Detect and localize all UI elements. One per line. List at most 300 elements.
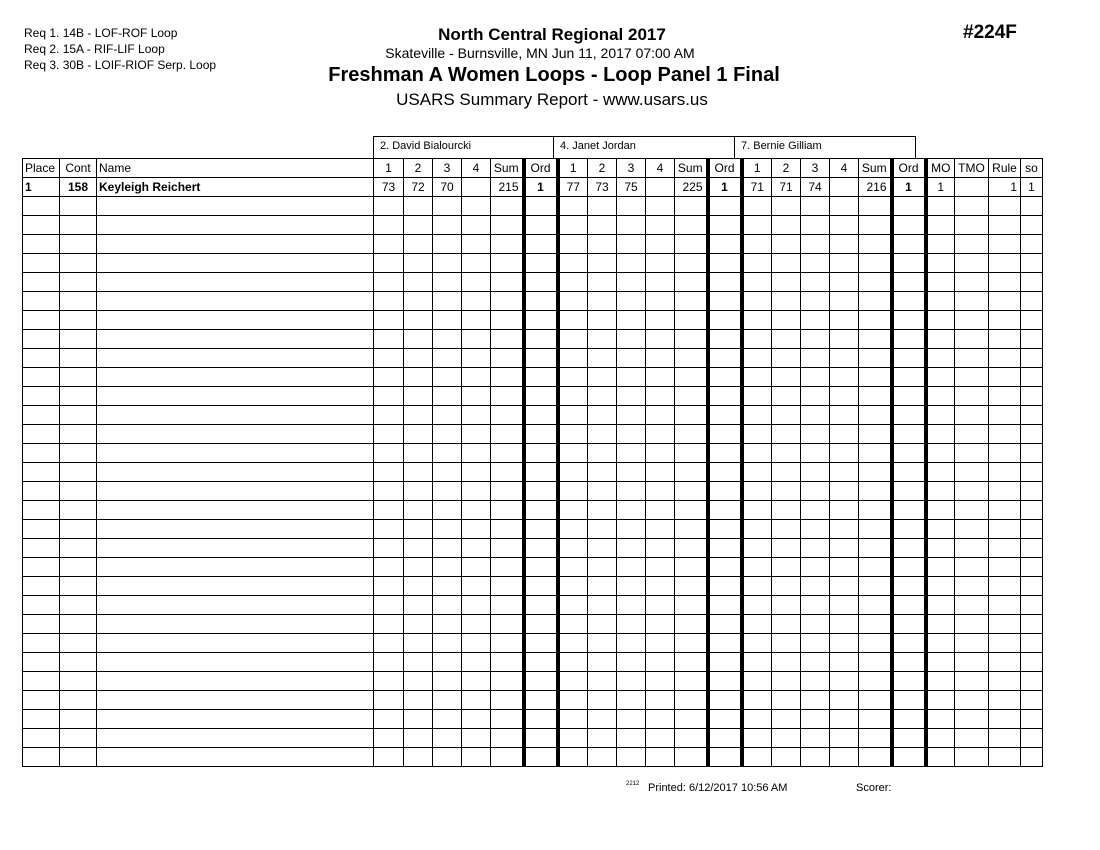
ord-cell (708, 273, 742, 292)
score-cell (558, 349, 588, 368)
score-cell (742, 501, 772, 520)
header-judge1-2: 2 (404, 159, 433, 178)
score-cell (588, 216, 617, 235)
score-cell (801, 216, 830, 235)
sum-cell (491, 634, 524, 653)
requirement-3: Req 3. 30B - LOIF-RIOF Serp. Loop (24, 58, 217, 72)
score-cell (374, 710, 404, 729)
sum-cell (675, 577, 708, 596)
place-cell (23, 596, 60, 615)
score-cell (772, 197, 801, 216)
sum-cell (859, 387, 892, 406)
ord-cell (892, 197, 926, 216)
score-cell (558, 254, 588, 273)
competition-location: Skateville - Burnsville, MN Jun 11, 2017 07:00 AM (385, 45, 695, 61)
score-cell (772, 292, 801, 311)
score-cell (588, 349, 617, 368)
score-cell (433, 425, 462, 444)
sum-cell (491, 330, 524, 349)
mo-cell (926, 482, 955, 501)
sum-cell (859, 235, 892, 254)
score-cell (742, 425, 772, 444)
ord-cell (892, 615, 926, 634)
header-judge1-1: 1 (374, 159, 404, 178)
sum-cell (859, 368, 892, 387)
score-cell (801, 273, 830, 292)
score-cell (558, 406, 588, 425)
score-cell (374, 387, 404, 406)
sum-cell (491, 349, 524, 368)
mo-cell (926, 691, 955, 710)
ord-cell (892, 235, 926, 254)
score-cell (558, 748, 588, 767)
score-cell (404, 425, 433, 444)
mo-cell (926, 330, 955, 349)
score-cell (588, 425, 617, 444)
score-cell (830, 254, 859, 273)
score-cell (772, 539, 801, 558)
header-judge3-ord: Ord (892, 159, 926, 178)
ord-cell (524, 463, 558, 482)
score-cell: 77 (558, 178, 588, 197)
place-cell (23, 349, 60, 368)
sum-cell (675, 653, 708, 672)
ord-cell (892, 577, 926, 596)
score-cell (404, 558, 433, 577)
so-cell (1021, 349, 1043, 368)
ord-cell (708, 330, 742, 349)
score-cell (646, 292, 675, 311)
ord-cell (892, 482, 926, 501)
name-cell (97, 330, 374, 349)
score-cell (646, 615, 675, 634)
score-cell (742, 748, 772, 767)
score-cell (433, 292, 462, 311)
sum-cell (675, 311, 708, 330)
ord-cell (708, 387, 742, 406)
mo-cell (926, 216, 955, 235)
report-title: USARS Summary Report - www.usars.us (396, 90, 708, 109)
ord-cell (524, 748, 558, 767)
score-cell (374, 311, 404, 330)
place-cell (23, 691, 60, 710)
score-cell (617, 710, 646, 729)
table-row (23, 292, 1043, 311)
score-cell (374, 539, 404, 558)
sum-cell (859, 634, 892, 653)
sum-cell (491, 463, 524, 482)
header-cont: Cont (60, 159, 97, 178)
cont-cell (60, 368, 97, 387)
score-cell (801, 653, 830, 672)
place-cell (23, 311, 60, 330)
ord-cell (708, 254, 742, 273)
score-cell (617, 729, 646, 748)
score-cell (830, 387, 859, 406)
sum-cell (859, 596, 892, 615)
ord-cell (524, 520, 558, 539)
score-cell (772, 501, 801, 520)
score-cell (830, 691, 859, 710)
score-cell (558, 330, 588, 349)
sum-cell (491, 672, 524, 691)
table-row (23, 653, 1043, 672)
score-cell (404, 216, 433, 235)
score-cell (742, 273, 772, 292)
cont-cell (60, 520, 97, 539)
ord-cell (524, 558, 558, 577)
score-cell (558, 235, 588, 254)
table-row (23, 634, 1043, 653)
place-cell (23, 539, 60, 558)
requirement-2: Req 2. 15A - RIF-LIF Loop (24, 42, 165, 56)
score-cell (617, 216, 646, 235)
name-cell (97, 748, 374, 767)
score-cell (588, 577, 617, 596)
score-cell (830, 178, 859, 197)
score-cell (830, 235, 859, 254)
so-cell (1021, 653, 1043, 672)
score-cell (404, 444, 433, 463)
score-cell (617, 539, 646, 558)
score-cell (801, 558, 830, 577)
place-cell: 1 (23, 178, 60, 197)
score-cell (772, 254, 801, 273)
score-cell (742, 444, 772, 463)
score-cell (404, 311, 433, 330)
score-cell (404, 520, 433, 539)
sum-cell (675, 197, 708, 216)
rule-cell (989, 615, 1021, 634)
score-cell (558, 653, 588, 672)
table-row (23, 311, 1043, 330)
sum-cell (675, 596, 708, 615)
ord-cell (524, 273, 558, 292)
cont-cell (60, 482, 97, 501)
score-cell (830, 672, 859, 691)
score-cell (742, 691, 772, 710)
ord-cell (708, 292, 742, 311)
table-row (23, 558, 1043, 577)
rule-cell (989, 710, 1021, 729)
place-cell (23, 748, 60, 767)
score-cell (374, 672, 404, 691)
name-cell (97, 349, 374, 368)
cont-cell (60, 197, 97, 216)
score-cell (588, 463, 617, 482)
cont-cell (60, 539, 97, 558)
ord-cell (892, 349, 926, 368)
score-cell (433, 596, 462, 615)
score-cell (646, 634, 675, 653)
header-judge3-3: 3 (801, 159, 830, 178)
table-row (23, 368, 1043, 387)
score-cell (617, 482, 646, 501)
header-rule: Rule (989, 159, 1021, 178)
score-cell (617, 406, 646, 425)
name-cell (97, 596, 374, 615)
cont-cell (60, 311, 97, 330)
score-cell (374, 577, 404, 596)
ord-cell (708, 691, 742, 710)
score-cell (801, 710, 830, 729)
sum-cell (859, 406, 892, 425)
score-cell (558, 729, 588, 748)
score-cell (433, 520, 462, 539)
score-cell (558, 216, 588, 235)
tmo-cell (955, 558, 989, 577)
score-cell (801, 482, 830, 501)
mo-cell (926, 539, 955, 558)
score-cell (404, 596, 433, 615)
header-so: so (1021, 159, 1043, 178)
sum-cell (859, 273, 892, 292)
sum-cell (859, 691, 892, 710)
score-cell (404, 691, 433, 710)
score-cell (742, 197, 772, 216)
tmo-cell (955, 748, 989, 767)
place-cell (23, 330, 60, 349)
score-cell (646, 178, 675, 197)
sum-cell (675, 368, 708, 387)
place-cell (23, 729, 60, 748)
score-cell (801, 330, 830, 349)
ord-cell (524, 197, 558, 216)
ord-cell (708, 615, 742, 634)
score-cell: 71 (742, 178, 772, 197)
score-cell (646, 482, 675, 501)
sum-cell (859, 501, 892, 520)
header-tmo: TMO (955, 159, 989, 178)
page-code: 2212 (626, 781, 640, 787)
score-cell (588, 558, 617, 577)
score-cell (374, 691, 404, 710)
score-cell (830, 539, 859, 558)
cont-cell (60, 406, 97, 425)
score-cell (404, 615, 433, 634)
name-cell (97, 425, 374, 444)
ord-cell (708, 520, 742, 539)
score-cell (742, 368, 772, 387)
name-cell (97, 406, 374, 425)
score-cell (830, 748, 859, 767)
score-cell (462, 311, 491, 330)
score-cell (617, 634, 646, 653)
score-cell (617, 558, 646, 577)
ord-cell (708, 368, 742, 387)
cont-cell (60, 558, 97, 577)
score-cell (462, 729, 491, 748)
so-cell (1021, 501, 1043, 520)
sum-cell (859, 349, 892, 368)
ord-cell (708, 596, 742, 615)
tmo-cell (955, 653, 989, 672)
header-judge3-1: 1 (742, 159, 772, 178)
tmo-cell (955, 178, 989, 197)
header-judge1-ord: Ord (524, 159, 558, 178)
score-cell (801, 748, 830, 767)
ord-cell (892, 539, 926, 558)
score-cell (742, 349, 772, 368)
ord-cell (892, 748, 926, 767)
score-cell (830, 330, 859, 349)
rule-cell (989, 273, 1021, 292)
score-cell (801, 539, 830, 558)
ord-cell (708, 672, 742, 691)
name-cell (97, 539, 374, 558)
ord-cell (524, 615, 558, 634)
so-cell (1021, 748, 1043, 767)
tmo-cell (955, 463, 989, 482)
score-cell (433, 216, 462, 235)
so-cell (1021, 729, 1043, 748)
score-cell (742, 235, 772, 254)
rule-cell (989, 691, 1021, 710)
ord-cell (524, 691, 558, 710)
sum-cell (675, 463, 708, 482)
place-cell (23, 406, 60, 425)
score-cell (772, 691, 801, 710)
score-cell (374, 634, 404, 653)
score-cell (462, 634, 491, 653)
tmo-cell (955, 539, 989, 558)
tmo-cell (955, 615, 989, 634)
tmo-cell (955, 425, 989, 444)
score-cell: 73 (374, 178, 404, 197)
score-cell (374, 653, 404, 672)
score-cell (830, 710, 859, 729)
score-cell (374, 254, 404, 273)
header-judge3-4: 4 (830, 159, 859, 178)
sum-cell (859, 311, 892, 330)
rule-cell (989, 330, 1021, 349)
competition-title: North Central Regional 2017 (438, 25, 666, 44)
score-cell (374, 615, 404, 634)
tmo-cell (955, 349, 989, 368)
ord-cell (708, 634, 742, 653)
score-cell (646, 349, 675, 368)
sum-cell (491, 729, 524, 748)
score-cell (801, 501, 830, 520)
score-cell (772, 520, 801, 539)
score-cell (617, 615, 646, 634)
score-cell (617, 463, 646, 482)
score-cell (772, 748, 801, 767)
sum-cell (491, 748, 524, 767)
score-cell (830, 292, 859, 311)
cont-cell (60, 254, 97, 273)
sum-cell (491, 691, 524, 710)
tmo-cell (955, 672, 989, 691)
score-cell (801, 729, 830, 748)
ord-cell: 1 (524, 178, 558, 197)
sum-cell (859, 558, 892, 577)
sum-cell (675, 615, 708, 634)
place-cell (23, 463, 60, 482)
score-cell (462, 387, 491, 406)
ord-cell (708, 216, 742, 235)
sum-cell (491, 425, 524, 444)
score-cell (646, 501, 675, 520)
tmo-cell (955, 216, 989, 235)
score-cell (433, 387, 462, 406)
score-cell (462, 254, 491, 273)
score-cell (588, 710, 617, 729)
cont-cell (60, 235, 97, 254)
score-cell (374, 482, 404, 501)
so-cell (1021, 311, 1043, 330)
score-cell (374, 501, 404, 520)
cont-cell (60, 748, 97, 767)
rule-cell (989, 406, 1021, 425)
score-cell (617, 748, 646, 767)
cont-cell (60, 634, 97, 653)
sum-cell (675, 444, 708, 463)
sum-cell (491, 615, 524, 634)
score-cell (617, 444, 646, 463)
table-row (23, 235, 1043, 254)
score-cell (404, 273, 433, 292)
score-cell (462, 653, 491, 672)
sum-cell (675, 330, 708, 349)
score-cell (374, 444, 404, 463)
ord-cell (524, 482, 558, 501)
score-cell (588, 311, 617, 330)
ord-cell (892, 710, 926, 729)
table-row (23, 406, 1043, 425)
score-cell (646, 368, 675, 387)
score-cell (617, 501, 646, 520)
table-row (23, 482, 1043, 501)
score-cell (462, 691, 491, 710)
so-cell (1021, 615, 1043, 634)
cont-cell (60, 292, 97, 311)
name-cell (97, 558, 374, 577)
score-cell (462, 520, 491, 539)
sum-cell (491, 710, 524, 729)
ord-cell (524, 368, 558, 387)
sum-cell (859, 672, 892, 691)
sum-cell (859, 482, 892, 501)
score-cell (830, 501, 859, 520)
score-cell (830, 482, 859, 501)
tmo-cell (955, 387, 989, 406)
table-row (23, 596, 1043, 615)
score-cell (433, 482, 462, 501)
sum-cell (675, 216, 708, 235)
score-cell (404, 349, 433, 368)
sum-cell (675, 387, 708, 406)
ord-cell (708, 482, 742, 501)
rule-cell (989, 254, 1021, 273)
so-cell (1021, 444, 1043, 463)
score-cell: 74 (801, 178, 830, 197)
ord-cell (524, 330, 558, 349)
table-row (23, 273, 1043, 292)
ord-cell (708, 539, 742, 558)
score-cell (830, 216, 859, 235)
ord-cell: 1 (892, 178, 926, 197)
table-row (23, 330, 1043, 349)
mo-cell (926, 748, 955, 767)
rule-cell (989, 539, 1021, 558)
score-cell (558, 368, 588, 387)
score-cell (433, 368, 462, 387)
score-cell (558, 691, 588, 710)
ord-cell (524, 729, 558, 748)
score-cell (588, 368, 617, 387)
sum-cell (675, 482, 708, 501)
